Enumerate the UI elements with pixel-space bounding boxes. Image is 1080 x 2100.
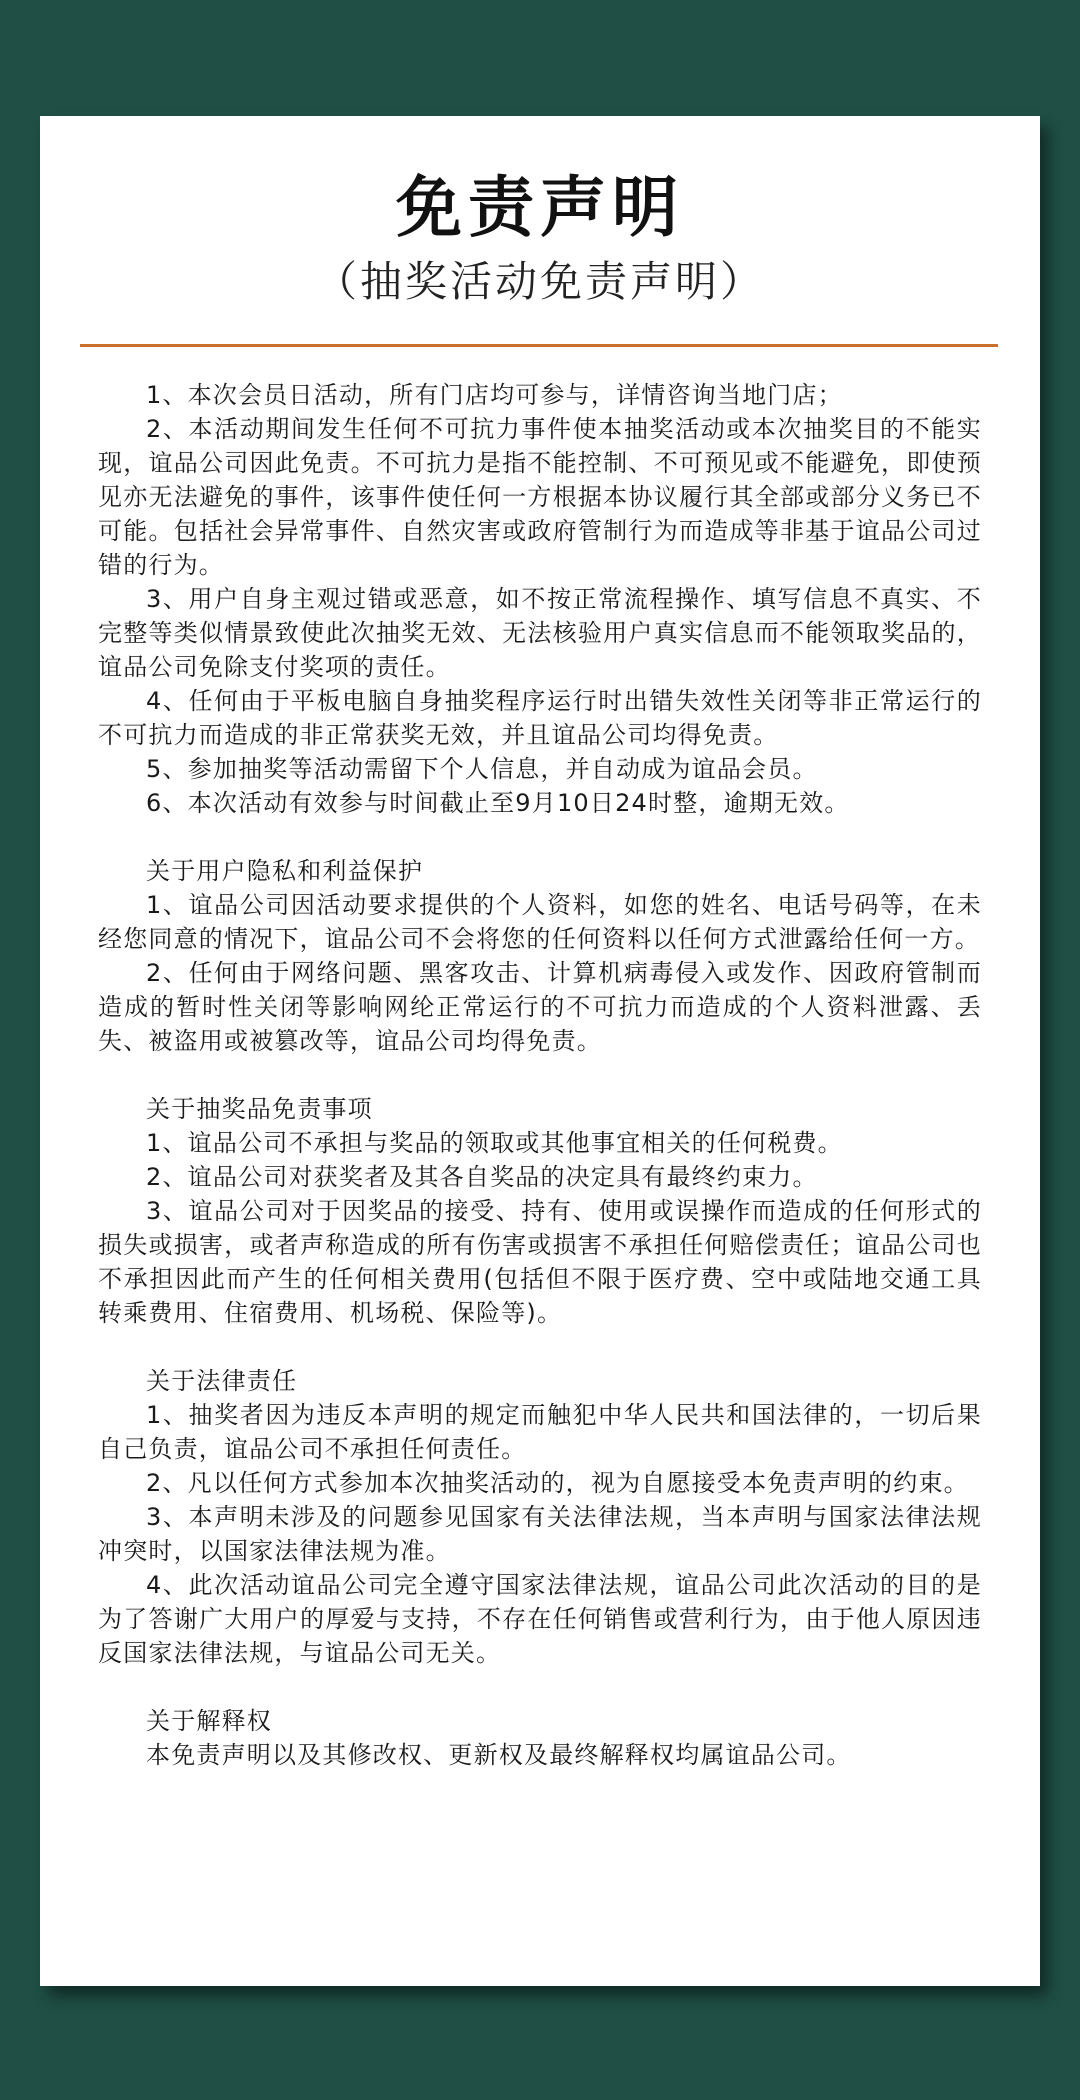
- section-heading: 关于抽奖品免责事项: [146, 1095, 373, 1123]
- page-subtitle: （抽奖活动免责声明）: [314, 257, 765, 306]
- intro-item: 1、本次会员日活动，所有门店均可参与，详情咨询当地门店；: [146, 381, 843, 409]
- legal-section: [98, 1364, 982, 1670]
- legal-item: 2、凡以任何方式参加本次抽奖活动的，视为自愿接受本免责声明的约束。: [146, 1469, 969, 1497]
- prize-item: 1、谊品公司不承担与奖品的领取或其他事宜相关的任何税费。: [146, 1129, 843, 1157]
- prize-item: 2、谊品公司对获奖者及其各自奖品的决定具有最终约束力。: [146, 1163, 818, 1191]
- section-heading: 关于法律责任: [146, 1367, 298, 1395]
- prize-section: [98, 1092, 982, 1330]
- interpretation-item: 本免责声明以及其修改权、更新权及最终解释权均属谊品公司。: [146, 1741, 852, 1769]
- privacy-section: [98, 854, 982, 1058]
- intro-item: 3、用户自身主观过错或恶意，如不按正常流程操作、填写信息不真实、不完整等类似情景致使此次抽奖无效、无法核验用户真实信息而不能领取奖品的，谊品公司免除支付奖项的责任。: [98, 585, 982, 681]
- section-heading: 关于解释权: [146, 1707, 272, 1735]
- legal-item: 4、此次活动谊品公司完全遵守国家法律法规，谊品公司此次活动的目的是为了答谢广大用户的厚爱与支持，不存在任何销售或营利行为，由于他人原因违反国家法律法规，与谊品公司无关。: [98, 1571, 982, 1667]
- legal-item: 1、抽奖者因为违反本声明的规定而触犯中华人民共和国法律的，一切后果自己负责，谊品公司不承担任何责任。: [98, 1401, 982, 1463]
- legal-item: 3、本声明未涉及的问题参见国家有关法律法规，当本声明与国家法律法规冲突时，以国家法律法规为准。: [98, 1503, 982, 1565]
- disclaimer-body: [98, 378, 982, 1772]
- page-title: 免责声明: [396, 169, 684, 246]
- intro-item: 5、参加抽奖等活动需留下个人信息，并自动成为谊品会员。: [146, 755, 818, 783]
- intro-item: 6、本次活动有效参与时间截止至9月10日24时整，逾期无效。: [146, 789, 850, 817]
- intro-item: 2、本活动期间发生任何不可抗力事件使本抽奖活动或本次抽奖目的不能实现，谊品公司因此免责。不可抗力是指不能控制、不可预见或不能避免，即使预见亦无法避免的事件，该事件使任何一方根据本协议履行其全部或部分义务已不可能。包括社会异常事件、自然灾害或政府管制行为而造成等非基于谊品公司过错的行为。: [98, 415, 982, 579]
- intro-section: [98, 378, 982, 820]
- interpretation-section: [98, 1704, 982, 1772]
- section-heading: 关于用户隐私和利益保护: [146, 857, 424, 885]
- disclaimer-card: [40, 116, 1040, 1986]
- privacy-item: 2、任何由于网络问题、黑客攻击、计算机病毒侵入或发作、因政府管制而造成的暂时性关闭等影响网纶正常运行的不可抗力而造成的个人资料泄露、丢失、被盗用或被篡改等，谊品公司均得免责。: [98, 959, 982, 1055]
- intro-item: 4、任何由于平板电脑自身抽奖程序运行时出错失效性关闭等非正常运行的不可抗力而造成的非正常获奖无效，并且谊品公司均得免责。: [98, 687, 982, 749]
- prize-item: 3、谊品公司对于因奖品的接受、持有、使用或误操作而造成的任何形式的损失或损害，或者声称造成的所有伤害或损害不承担任何赔偿责任；谊品公司也不承担因此而产生的任何相关费用(包括但不限于医疗费、空中或陆地交通工具转乘费用、住宿费用、机场税、保险等)。: [98, 1197, 982, 1327]
- privacy-item: 1、谊品公司因活动要求提供的个人资料，如您的姓名、电话号码等，在未经您同意的情况下，谊品公司不会将您的任何资料以任何方式泄露给任何一方。: [98, 891, 982, 953]
- title-divider: [80, 344, 998, 347]
